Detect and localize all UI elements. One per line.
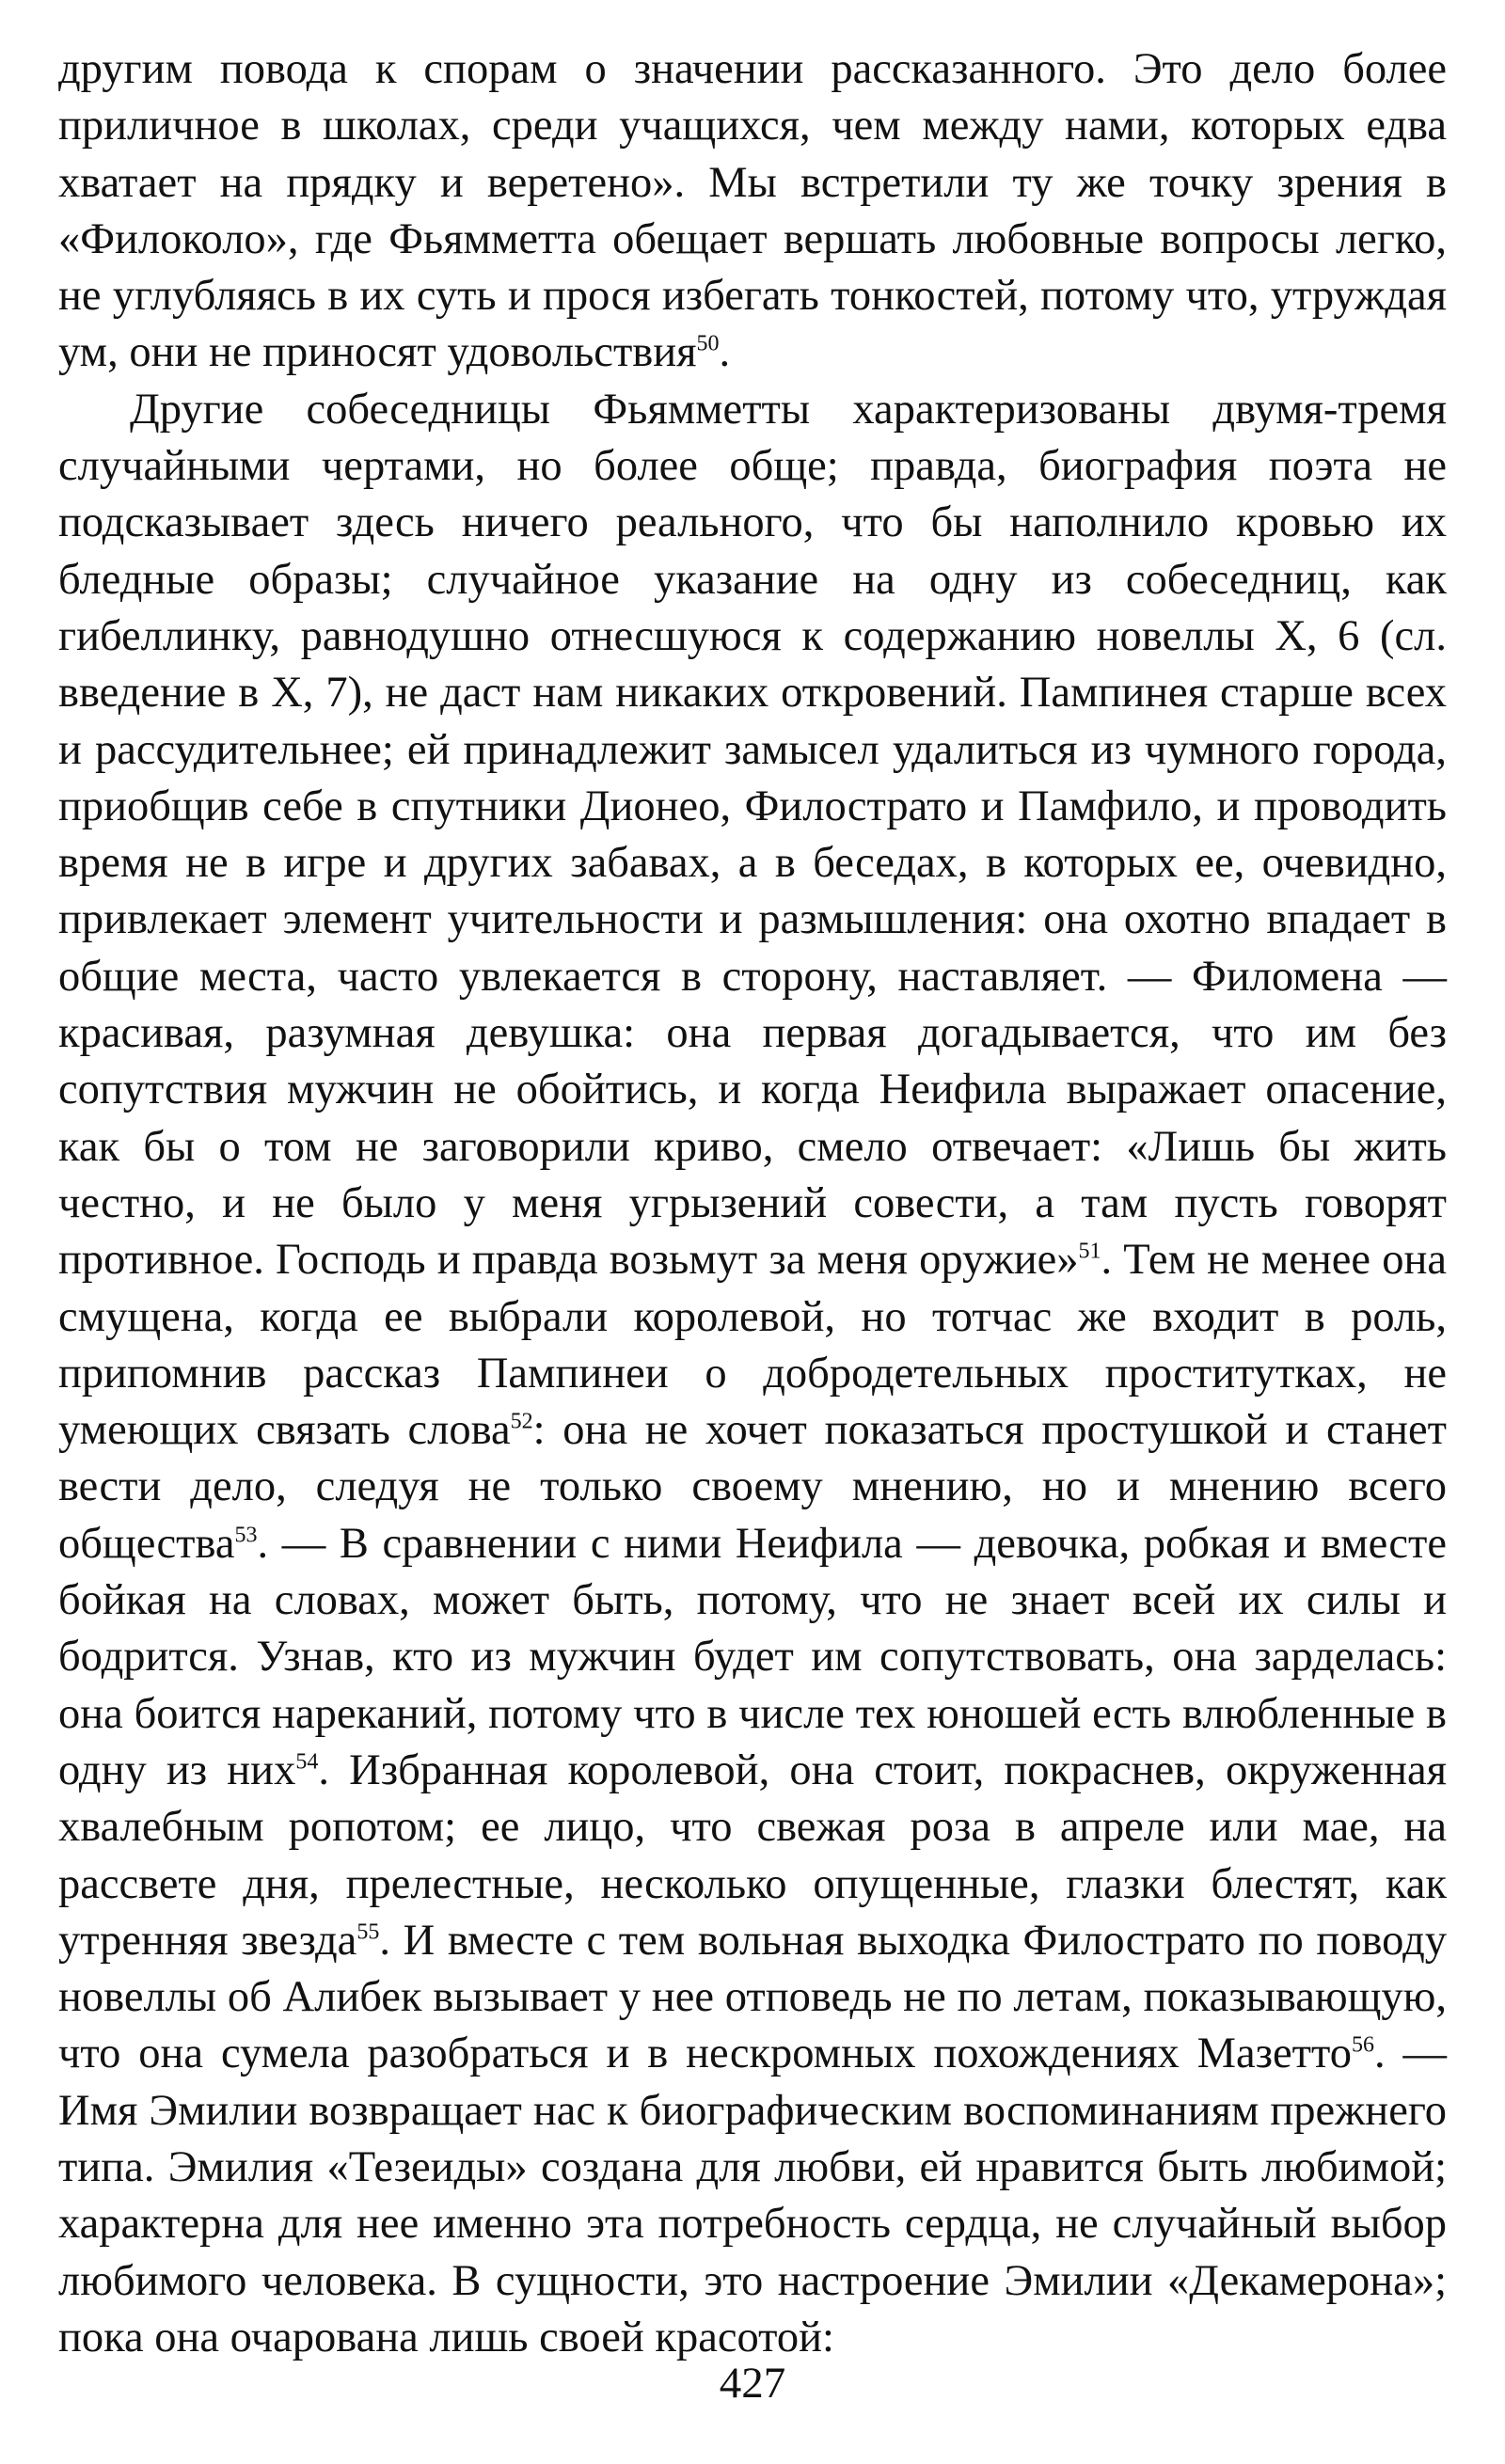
paragraph-1-text-1: другим повода к спорам о значении рассказанного. Это дело более приличное в школах, среди учащихся, чем между нами, которых едва хватает на прядку и веретено». Мы встретили ту же точку зрения в «Филоколо», где Фьямметта обещает вершать любовные вопросы легко, не углубляясь в их суть и прося избегать тонкостей, потому что, утруждая ум, они не приносят удовольствия xyxy=(58,45,1447,377)
paragraph-2 xyxy=(58,382,1447,2366)
paragraph-2-text-1: Другие собеседницы Фьямметты характеризованы двумя-тремя случайными чертами, но более обще; правда, биография поэта не подсказывает здесь ничего реального, что бы наполнило кровью их бледные образы; случайное указание на одну из собеседниц, как гибеллинку, равнодушно отнесшуюся к содержанию новеллы X, 6 (сл. введение в X, 7), не даст нам никаких откровений. Пампинея старше всех и рассудительнее; ей принадлежит замысел удалиться из чумного города, приобщив себе в спутники Дионео, Филострато и Памфило, и проводить время не в игре и других забавах, а в беседах, в которых ее, очевидно, привлекает элемент учительности и размышления: она охотно впадает в общие места, часто увлекается в сторону, наставляет. — Филомена — красивая, разумная девушка: она первая догадывается, что им без сопутствия мужчин не обойтись, и когда Неифила выражает опасение, как бы о том не заговорили криво, смело отвечает: «Лишь бы жить честно, и не было у меня угрызений совести, а там пусть говорят противное. Господь и правда возьмут за меня оружие» xyxy=(58,385,1447,1285)
paragraph-1 xyxy=(58,41,1447,382)
footnote-ref-51: 51 xyxy=(1078,1239,1101,1264)
footnote-ref-54: 54 xyxy=(295,1749,319,1775)
footnote-ref-55: 55 xyxy=(356,1919,380,1945)
paragraph-1-text-2: . xyxy=(719,328,731,377)
footnote-ref-56: 56 xyxy=(1351,2032,1374,2058)
paragraph-2-text-2: . Тем не менее она смущена, когда ее выбрали королевой, но тотчас же входит в роль, припомнив рассказ Пампинеи о добродетельных проститутках, не умеющих связать слова xyxy=(58,1236,1447,1455)
page-number: 427 xyxy=(719,2359,786,2408)
paragraph-2-text-5: . Избранная королевой, она стоит, покраснев, окруженная хвалебным ропотом; ее лицо, что свежая роза в апреле или мае, на рассвете дня, прелестные, несколько опущенные, глазки блестят, как утренняя звезда xyxy=(58,1745,1448,1965)
footnote-ref-50: 50 xyxy=(696,331,720,356)
footnote-ref-53: 53 xyxy=(234,1523,258,1548)
footnote-ref-52: 52 xyxy=(510,1409,533,1434)
paragraph-2-text-7: . — Имя Эмилии возвращает нас к биографическим воспоминаниям прежнего типа. Эмилия «Тезеиды» создана для любви, ей нравится быть любимой; характерна для нее именно эта потребность сердца, не случайный выбор любимого человека. В сущности, это настроение Эмилии «Декамерона»; пока она очарована лишь своей красотой: xyxy=(58,2030,1447,2361)
paragraph-2-text-4: . — В сравнении с ними Неифила — девочка, робкая и вместе бойкая на словах, может быть, потому, что не знает всей их силы и бодрится. Узнав, кто из мужчин будет им сопутствовать, она зарделась: она боится нареканий, потому что в числе тех юношей есть влюбленные в одну из них xyxy=(58,1519,1447,1794)
paragraph-2-text-3: : она не хочет показаться простушкой и станет вести дело, следуя не только своему мнению, но и мнению всего общества xyxy=(58,1406,1447,1568)
paragraph-2-text-6: . И вместе с тем вольная выходка Филострато по поводу новеллы об Алибек вызывает у нее отповедь не по летам, показывающую, что она сумела разобраться и в нескромных похождениях Мазетто xyxy=(58,1916,1447,2078)
page-body xyxy=(58,41,1447,2366)
